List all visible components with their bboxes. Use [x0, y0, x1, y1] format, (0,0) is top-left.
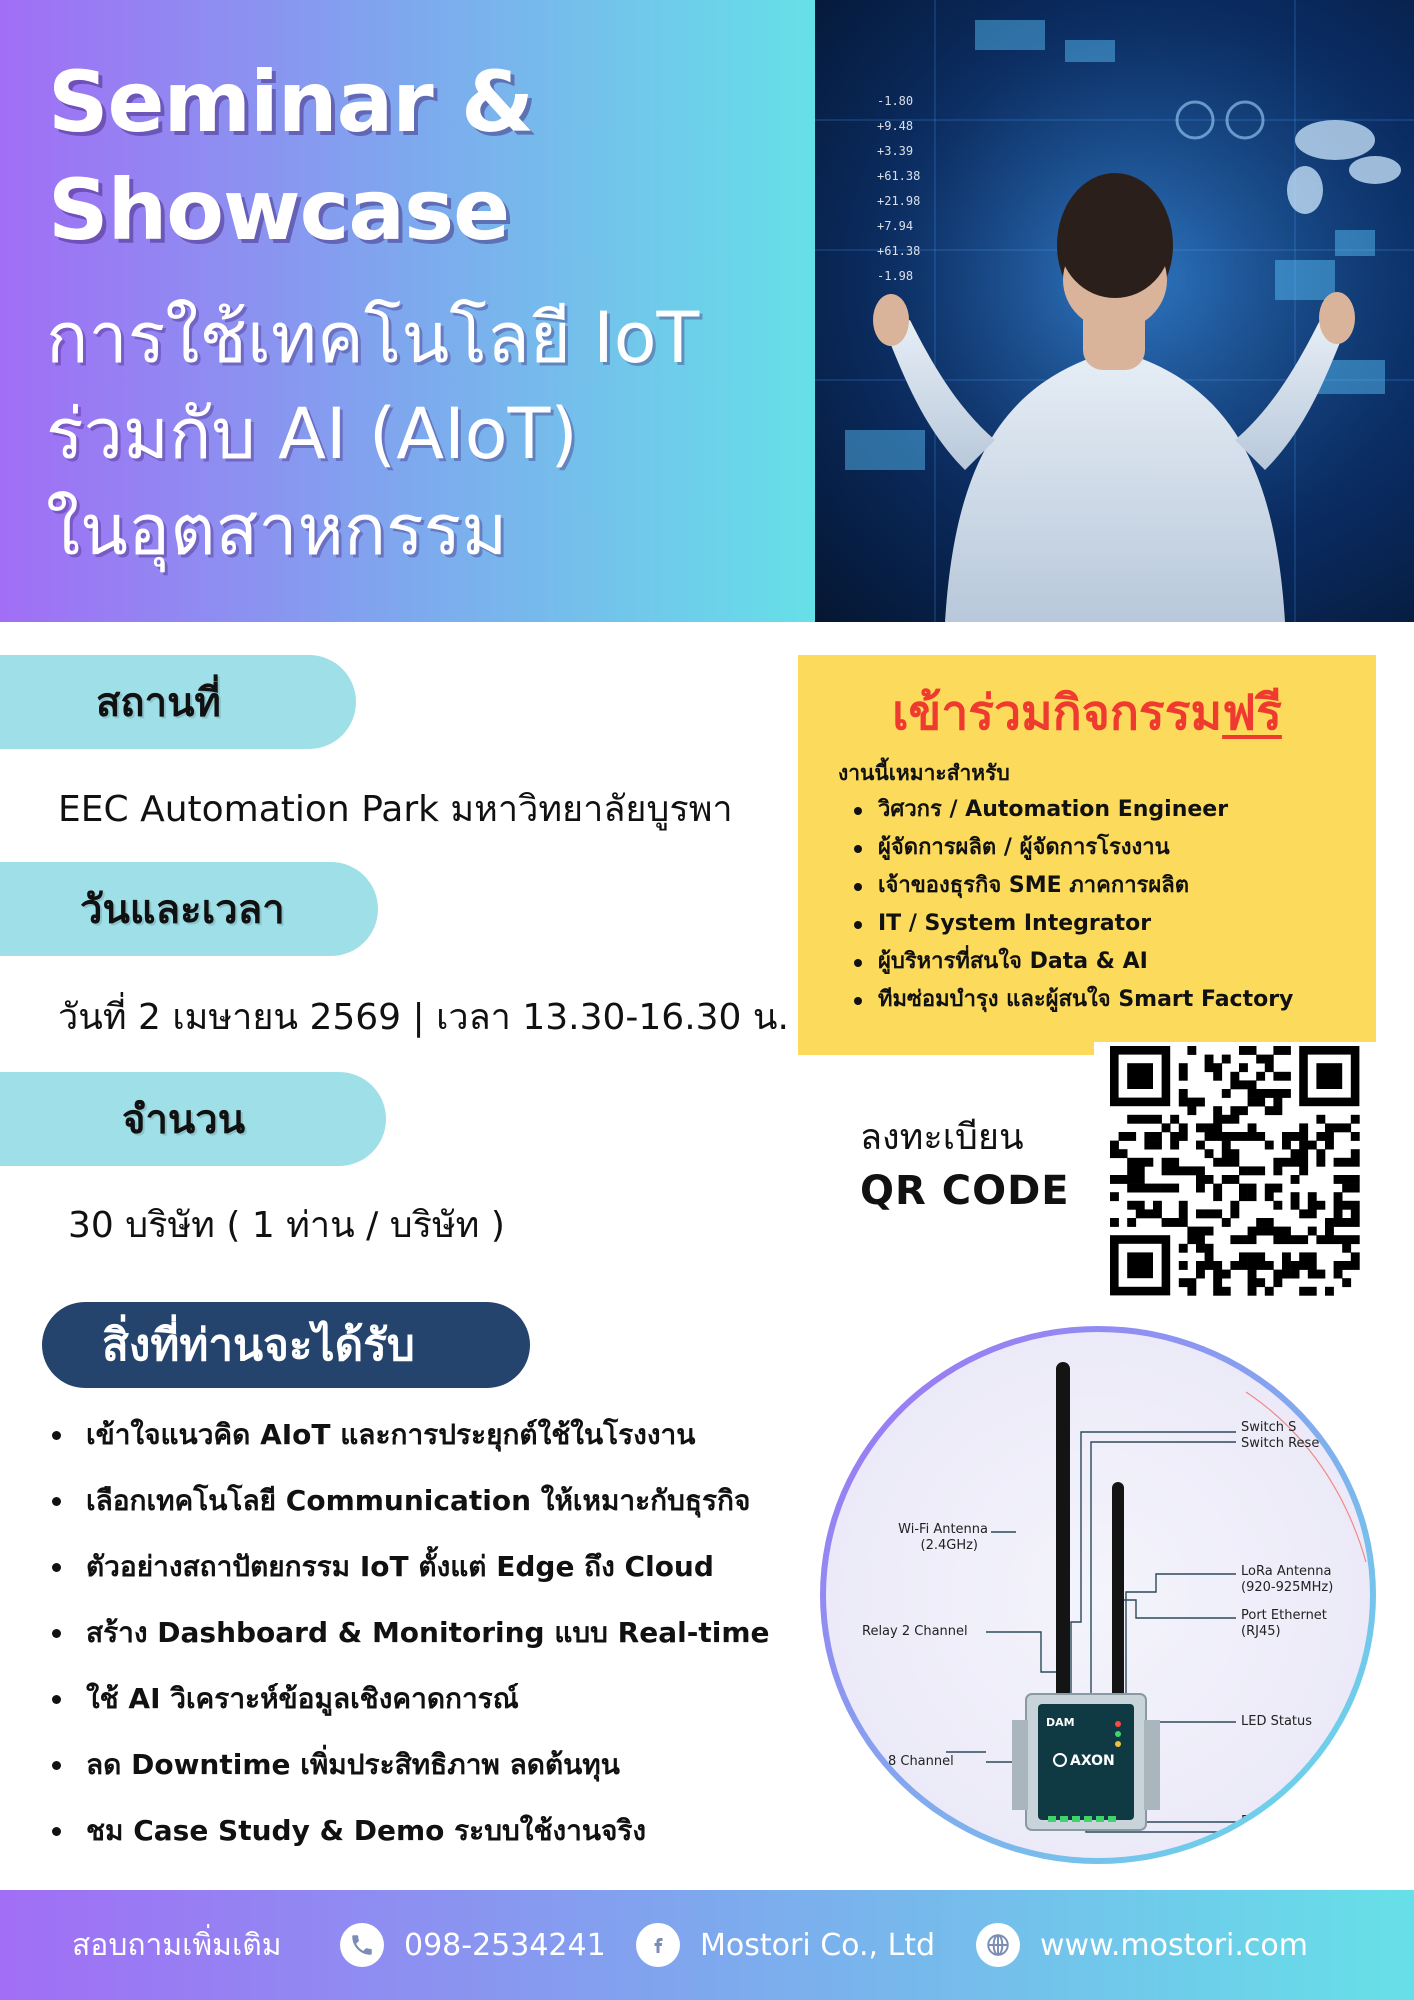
audience-item: IT / System Integrator [852, 905, 1293, 943]
label-lora-antenna: LoRa Antenna [1241, 1564, 1332, 1579]
join-title-prefix: เข้าร่วมกิจกรรม [892, 685, 1223, 741]
label-wifi-freq: (2.4GHz) [920, 1538, 978, 1553]
title-line-2: Showcase [48, 161, 510, 259]
svg-text:DAM: DAM [1046, 1716, 1075, 1729]
ticker-value: +9.48 [877, 119, 914, 133]
audience-item: วิศวกร / Automation Engineer [852, 791, 1293, 829]
benefits-heading-pill [42, 1302, 530, 1388]
audience-item: เจ้าของธุรกิจ SME ภาคการผลิต [852, 867, 1293, 905]
footer-website[interactable] [976, 1890, 1308, 2000]
venue-label: สถานที่ [96, 680, 221, 726]
footer-phone[interactable] [340, 1890, 606, 2000]
venue-value: EEC Automation Park มหาวิทยาลัยบูรพา [58, 789, 733, 830]
audience-item: ผู้จัดการผลิต / ผู้จัดการโรงงาน [852, 829, 1293, 867]
label-led-status: LED Status [1241, 1714, 1313, 1729]
label-switch-reset: Switch Rese [1241, 1436, 1320, 1451]
ticker-value: -1.98 [877, 269, 914, 283]
join-free-box [798, 655, 1376, 1055]
benefits-list [48, 1402, 769, 1864]
label-lora-freq: (920-925MHz) [1241, 1580, 1334, 1595]
audience-list [852, 791, 1293, 1019]
label-terminal: Ter [1231, 1826, 1251, 1841]
footer-facebook[interactable] [636, 1890, 935, 2000]
globe-icon [976, 1923, 1020, 1967]
benefit-item: ชม Case Study & Demo ระบบใช้งานจริง [48, 1798, 769, 1864]
label-ethernet-type: (RJ45) [1241, 1624, 1281, 1639]
ticker-value: +7.94 [877, 219, 914, 233]
venue-pill [0, 655, 356, 749]
device-image-circle [820, 1326, 1376, 1864]
header-banner [0, 0, 1414, 622]
label-wifi-antenna: Wi-Fi Antenna [898, 1522, 988, 1537]
label-dc-jack: DC JAC [1241, 1814, 1286, 1829]
datetime-pill [0, 862, 378, 956]
ticker-value: +21.98 [877, 194, 921, 208]
join-title [798, 675, 1376, 751]
label-input: nput 8 Channel [854, 1754, 954, 1769]
website-url: www.mostori.com [1040, 1927, 1308, 1963]
subtitle-line-1: การใช้เทคโนโลยี IoT [46, 297, 700, 379]
phone-number: 098-2534241 [404, 1927, 606, 1963]
device-diagram [826, 1332, 1370, 1858]
join-title-free: ฟรี [1222, 685, 1282, 741]
datetime-label: วันและเวลา [80, 887, 285, 933]
benefits-heading: สิ่งที่ท่านจะได้รับ [102, 1320, 415, 1371]
ticker-value: +3.39 [877, 144, 914, 158]
ticker-value: +61.38 [877, 244, 921, 258]
event-title [48, 48, 533, 264]
label-switch-s: Switch S [1241, 1420, 1297, 1435]
label-port-ethernet: Port Ethernet [1241, 1608, 1327, 1623]
ticker-value: -1.80 [877, 94, 914, 108]
label-relay: Relay 2 Channel [862, 1624, 968, 1639]
capacity-pill [0, 1072, 386, 1166]
event-subtitle [46, 290, 699, 578]
ticker-value: +61.38 [877, 169, 921, 183]
hero-illustration [815, 0, 1414, 622]
benefit-item: เลือกเทคโนโลยี Communication ให้เหมาะกับธุรกิจ [48, 1468, 769, 1534]
qr-code-label: QR CODE [860, 1168, 1070, 1214]
qr-code-image[interactable] [1094, 1042, 1376, 1302]
subtitle-line-2: ร่วมกับ AI (AIoT) [46, 393, 578, 475]
title-line-1: Seminar & [48, 53, 534, 151]
benefit-item: ตัวอย่างสถาปัตยกรรม IoT ตั้งแต่ Edge ถึง Cloud [48, 1534, 769, 1600]
benefit-item: เข้าใจแนวคิด AIoT และการประยุกต์ใช้ในโรงงาน [48, 1402, 769, 1468]
hero-image [815, 0, 1414, 622]
subtitle-line-3: ในอุตสาหกรรม [46, 489, 508, 571]
header-gradient [0, 0, 815, 622]
audience-item: ทีมซ่อมบำรุง และผู้สนใจ Smart Factory [852, 981, 1293, 1019]
facebook-page: Mostori Co., Ltd [700, 1927, 936, 1963]
facebook-icon [636, 1923, 680, 1967]
svg-text:AXON: AXON [1070, 1753, 1115, 1769]
footer-bar [0, 1890, 1414, 2000]
audience-item: ผู้บริหารที่สนใจ Data & AI [852, 943, 1293, 981]
capacity-value: 30 บริษัท ( 1 ท่าน / บริษัท ) [68, 1205, 505, 1246]
register-label: ลงทะเบียน [860, 1117, 1024, 1158]
audience-heading: งานนี้เหมาะสำหรับ [838, 761, 1010, 785]
qr-code[interactable] [1094, 1042, 1376, 1302]
footer-inquiry: สอบถามเพิ่มเติม [72, 1927, 282, 1963]
benefit-item: ใช้ AI วิเคราะห์ข้อมูลเชิงคาดการณ์ [48, 1666, 769, 1732]
datetime-value: วันที่ 2 เมษายน 2569 | เวลา 13.30-16.30 น. [58, 997, 789, 1038]
phone-icon [340, 1923, 384, 1967]
benefit-item: สร้าง Dashboard & Monitoring แบบ Real-time [48, 1600, 769, 1666]
capacity-label: จำนวน [122, 1097, 246, 1143]
benefit-item: ลด Downtime เพิ่มประสิทธิภาพ ลดต้นทุน [48, 1732, 769, 1798]
